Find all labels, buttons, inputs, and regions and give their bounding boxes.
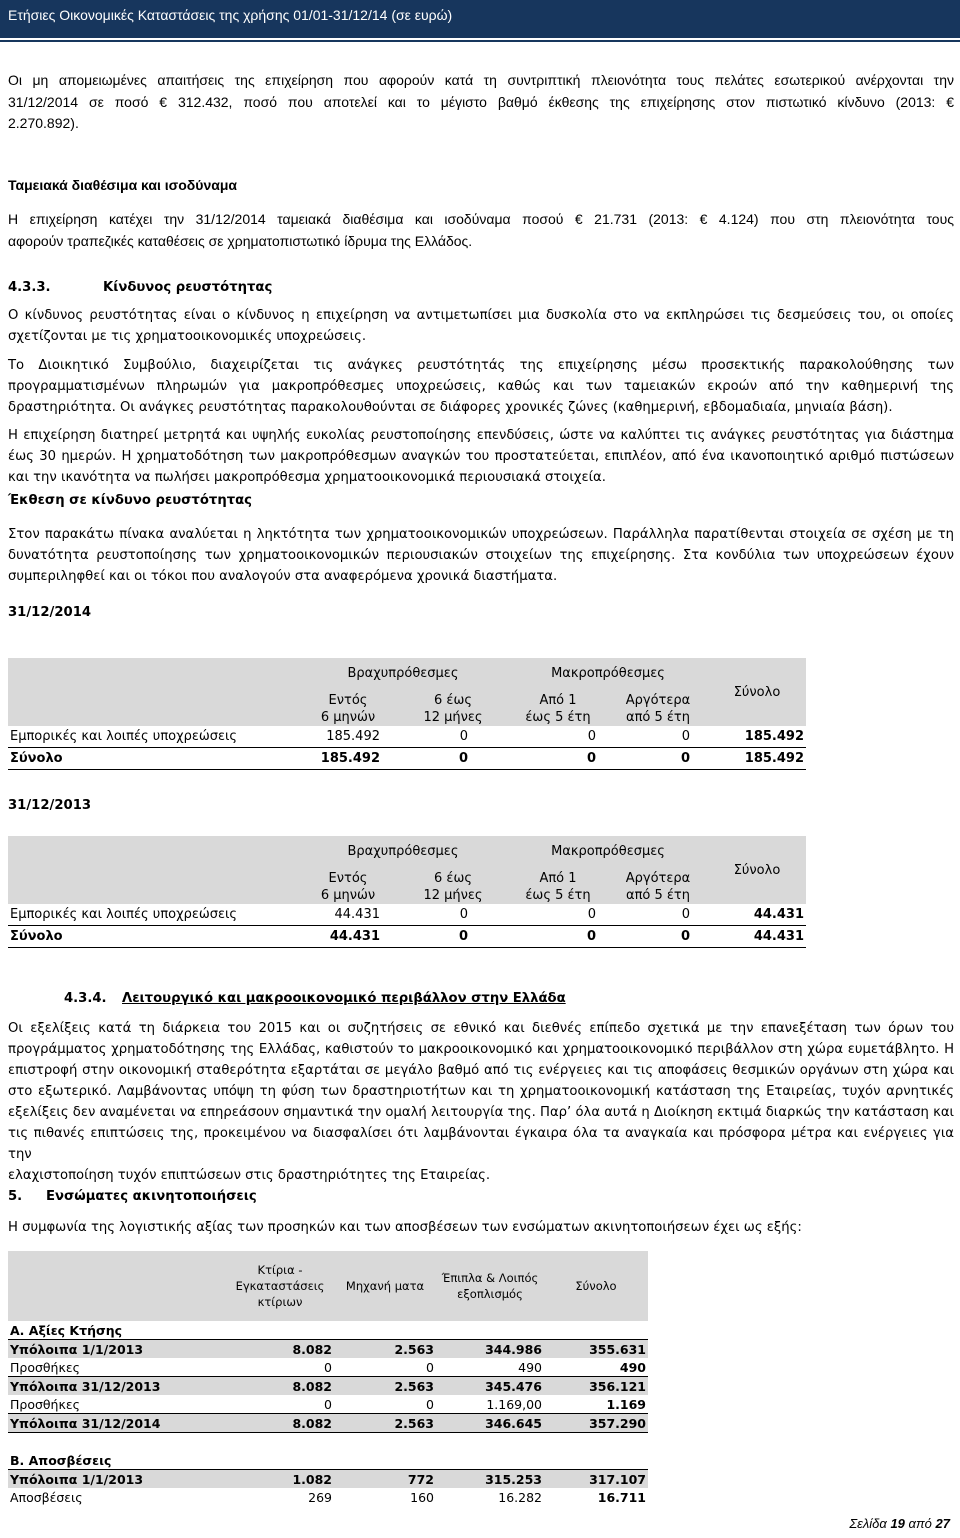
- table-row: Υπόλοιπα 1/1/2013 8.082 2.563 344.986 355.631: [10, 1341, 646, 1357]
- table-row: [8, 1433, 648, 1452]
- text-line: Η επιχείρηση κατέχει την 31/12/2014 ταμειακά διαθέσιμα και ισοδύναμα ποσού € 21.731 (2013: € 4.124) που στη πλειονότητα τους: [8, 211, 954, 227]
- table-row: Προσθήκες 0 0 490 490: [10, 1359, 646, 1375]
- col-6-12m: 6 έως 12 μήνες: [423, 871, 483, 903]
- text-line: και την ικανότητα να πωλήσει μακροπρόθεσμα χρηματοοικονομικά περιουσιακά στοιχεία.: [8, 470, 606, 485]
- header-rule: [0, 40, 960, 42]
- col-over-5y: Αργότερα από 5 έτη: [625, 871, 691, 903]
- liquidity-paragraph-4: [8, 524, 954, 587]
- section-number: 4.3.3.: [8, 280, 51, 295]
- table-row: Προσθήκες 0 0 1.169,00 1.169: [10, 1396, 646, 1412]
- page-word: Σελίδα: [849, 1516, 887, 1531]
- section-title: Λειτουργικό και μακροοικονομικό περιβάλλον στην Ελλάδα: [122, 991, 566, 1006]
- fixed-assets-table: [8, 1251, 648, 1506]
- page-footer: [849, 1516, 950, 1531]
- section-number: 4.3.4.: [64, 991, 107, 1006]
- table-row: Αποσβέσεις 269 160 16.282 16.711: [10, 1489, 646, 1505]
- section-title: Κίνδυνος ρευστότητας: [103, 280, 273, 295]
- group-short-term: Βραχυπρόθεσμες: [347, 665, 459, 681]
- col-within-6m: Εντός 6 μηνών: [320, 693, 376, 725]
- table-row: Σύνολο 185.492 0 0 0 185.492: [8, 748, 806, 770]
- page-header: [0, 0, 960, 38]
- text-line: Το Διοικητικό Συμβούλιο, διαχειρίζεται τις ανάγκες ρευστότητάς της επιχείρησης μέσω προσεκτικής παρακολούθησης των: [8, 358, 954, 373]
- col-over-5y: Αργότερα από 5 έτη: [625, 693, 691, 725]
- col-1-5y: Από 1 έως 5 έτη: [525, 871, 591, 903]
- cash-paragraph: [8, 209, 954, 252]
- col-machinery: Μηχανή ματα: [345, 1279, 425, 1293]
- liquidity-paragraph-2: [8, 355, 954, 418]
- text-line: εξελίξεις δεν αναμένεται να επηρεάσουν σημαντικά την ομαλή λειτουργία της. Παρ’ όλα αυτά η Διοίκηση εκτιμά διαρκώς την κατάσταση και: [8, 1105, 954, 1120]
- environment-paragraph: [8, 1018, 954, 1186]
- table-row: Υπόλοιπα 31/12/2014 8.082 2.563 346.645 357.290: [10, 1415, 646, 1431]
- table-row: Σύνολο 44.431 0 0 0 44.431: [8, 926, 806, 948]
- text-line: ελαχιστοποίηση τυχόν επιπτώσεων στις δραστηριότητες της Εταιρείας.: [8, 1168, 491, 1183]
- group-short-term: Βραχυπρόθεσμες: [347, 843, 459, 859]
- col-6-12m: 6 έως 12 μήνες: [423, 693, 483, 725]
- group-long-term: Μακροπρόθεσμες: [551, 665, 665, 681]
- group-long-term: Μακροπρόθεσμες: [551, 843, 665, 859]
- of-word: από: [908, 1516, 932, 1531]
- text-line: συμπεριληφθεί και οι τόκοι που αναλογούν στα αναφερόμενα χρονικά διαστήματα.: [8, 569, 558, 584]
- table-row: Β. Αποσβέσεις: [10, 1452, 112, 1468]
- text-line: τις πιθανές επιπτώσεις της, προκειμένου να διασφαλίσει ότι λαμβάνονται έγκαιρα όλα τα αναγκαία και πρόσφορα μέτρα και ενέργειες για την: [8, 1126, 954, 1162]
- header-title: Ετήσιες Οικονομικές Καταστάσεις της χρήσης 01/01-31/12/14 (σε ευρώ): [8, 7, 453, 23]
- text-line: Στον παρακάτω πίνακα αναλύεται η ληκτότητα των χρηματοοικονομικών υποχρεώσεων. Παράλληλα παρατίθενται στοιχεία σε σχέση με τη: [8, 527, 954, 542]
- col-total: Σύνολο: [575, 1279, 617, 1293]
- liquidity-paragraph-1: [8, 305, 954, 347]
- text-line: 2.270.892).: [8, 115, 79, 131]
- text-line: δυνατότητα ρευστοποίησης των χρηματοοικονομικών περιουσιακών στοιχείων της επιχείρησης. Στα κονδύλια των υποχρεώσεων έχουν: [8, 548, 954, 563]
- section-number: 5.: [8, 1189, 23, 1204]
- table-row: Εμπορικές και λοιπές υποχρεώσεις 185.492 0 0 0 185.492: [8, 726, 806, 748]
- liquidity-heading: [8, 277, 954, 298]
- text-line: προγραμματισμένων πληρωμών για μακροπρόθεσμες υποχρεώσεις, καθώς και των ταμειακών εκροών από την καθημερινή της: [8, 379, 954, 394]
- environment-heading: [64, 988, 944, 1009]
- text-line: αφορούν τραπεζικές καταθέσεις σε χρηματοπιστωτικό ίδρυμα της Ελλάδος.: [8, 232, 473, 249]
- liquidity-paragraph-3: [8, 425, 954, 488]
- col-1-5y: Από 1 έως 5 έτη: [525, 693, 591, 725]
- section-title: Ενσώματες ακινητοποιήσεις: [46, 1189, 257, 1204]
- table-row: Εμπορικές και λοιπές υποχρεώσεις 44.431 0 0 0 44.431: [8, 904, 806, 926]
- col-furniture: Έπιπλα & Λοιπός εξοπλισμός: [441, 1271, 539, 1301]
- receivables-paragraph: [8, 70, 954, 135]
- table-row: Α. Αξίες Κτήσης: [10, 1322, 123, 1338]
- col-total: Σύνολο: [733, 684, 781, 700]
- col-total: Σύνολο: [733, 862, 781, 878]
- text-line: επιστροφή στην οικονομική σταθερότητα εξαρτάται σε μεγάλο βαθμό από τις ενέργειες και τις αποφάσεις θεσμικών οργάνων στη χώρα και: [8, 1063, 954, 1078]
- page-number: 19: [890, 1516, 905, 1531]
- table-header-row: [8, 1251, 648, 1321]
- text-line: δραστηριότητα. Οι ανάγκες ρευστότητας παρακολουθούνται σε διάφορες χρονικές ζώνες (καθημερινή, εβδομαδιαία, μηνιαία βάση).: [8, 400, 893, 415]
- cash-heading: Ταμειακά διαθέσιμα και ισοδύναμα: [8, 177, 238, 193]
- col-within-6m: Εντός 6 μηνών: [320, 871, 376, 903]
- fixed-assets-heading: [8, 1186, 954, 1207]
- text-line: Η επιχείρηση διατηρεί μετρητά και υψηλής ευκολίας ρευστοποίησης επενδύσεις, ώστε να καλύπτει τις ανάγκες ρευστότητας για διάστημα: [8, 428, 954, 443]
- maturity-table-2013: [8, 836, 806, 948]
- text-line: Ο κίνδυνος ρευστότητας είναι ο κίνδυνος η επιχείρηση να αντιμετωπίσει μια δυσκολία στο να εκπληρώσει τις δεσμεύσεις του, οι οποίες: [8, 308, 954, 323]
- table-date-2013: 31/12/2013: [8, 798, 92, 813]
- exposure-heading: Έκθεση σε κίνδυνο ρευστότητας: [8, 493, 252, 508]
- text-line: Οι μη απομειωμένες απαιτήσεις της επιχείρηση που αφορούν κατά τη συντριπτική πλειονότητα τους πελάτες εσωτερικού ανέρχονται την: [8, 72, 954, 88]
- text-line: στο εξωτερικό. Λαμβάνοντας υπόψη τη φύση των δραστηριοτήτων και τη χρηματοοικονομική κατάσταση της Εταιρείας, τυχόν αρνητικές: [8, 1084, 954, 1099]
- maturity-table-2014: [8, 658, 806, 770]
- text-line: 31/12/2014 σε ποσό € 312.432, ποσό που αποτελεί και το μέγιστο βαθμό έκθεσης της επιχείρησης στον πιστωτικό κίνδυνο (2013: €: [8, 93, 954, 110]
- page-total: 27: [935, 1516, 950, 1531]
- text-line: έως 30 ημερών. Η χρηματοδότηση των μακροπρόθεσμων αναγκών του προστατεύεται, επιπλέον, από ένα ικανοποιητικό αριθμό πιστώσεων: [8, 449, 954, 464]
- table-date-2014: 31/12/2014: [8, 605, 92, 620]
- text-line: Οι εξελίξεις κατά τη διάρκεια του 2015 και οι συζητήσεις σε εθνικό και διεθνές επίπεδο σχετικά με την επανεξέταση των όρων του: [8, 1021, 954, 1036]
- text-line: προγράμματος χρηματοδότησης της Ελλάδας, καθιστούν το μακροοικονομικό και χρηματοοικονομικό περιβάλλον στη χώρα ευμετάβλητο. Η: [8, 1042, 954, 1057]
- table-row: Υπόλοιπα 1/1/2013 1.082 772 315.253 317.107: [10, 1471, 646, 1487]
- text-line: σχετίζονται με τις χρηματοοικονομικές υποχρεώσεις.: [8, 329, 367, 344]
- col-buildings: Κτίρια - Εγκαταστάσεις κτίριων: [235, 1263, 325, 1309]
- fixed-assets-intro: Η συμφωνία της λογιστικής αξίας των προσηκών και των αποσβέσεων των ενσώματων ακινητοποιήσεων έχει ως εξής:: [8, 1220, 802, 1235]
- table-row: Υπόλοιπα 31/12/2013 8.082 2.563 345.476 356.121: [10, 1378, 646, 1394]
